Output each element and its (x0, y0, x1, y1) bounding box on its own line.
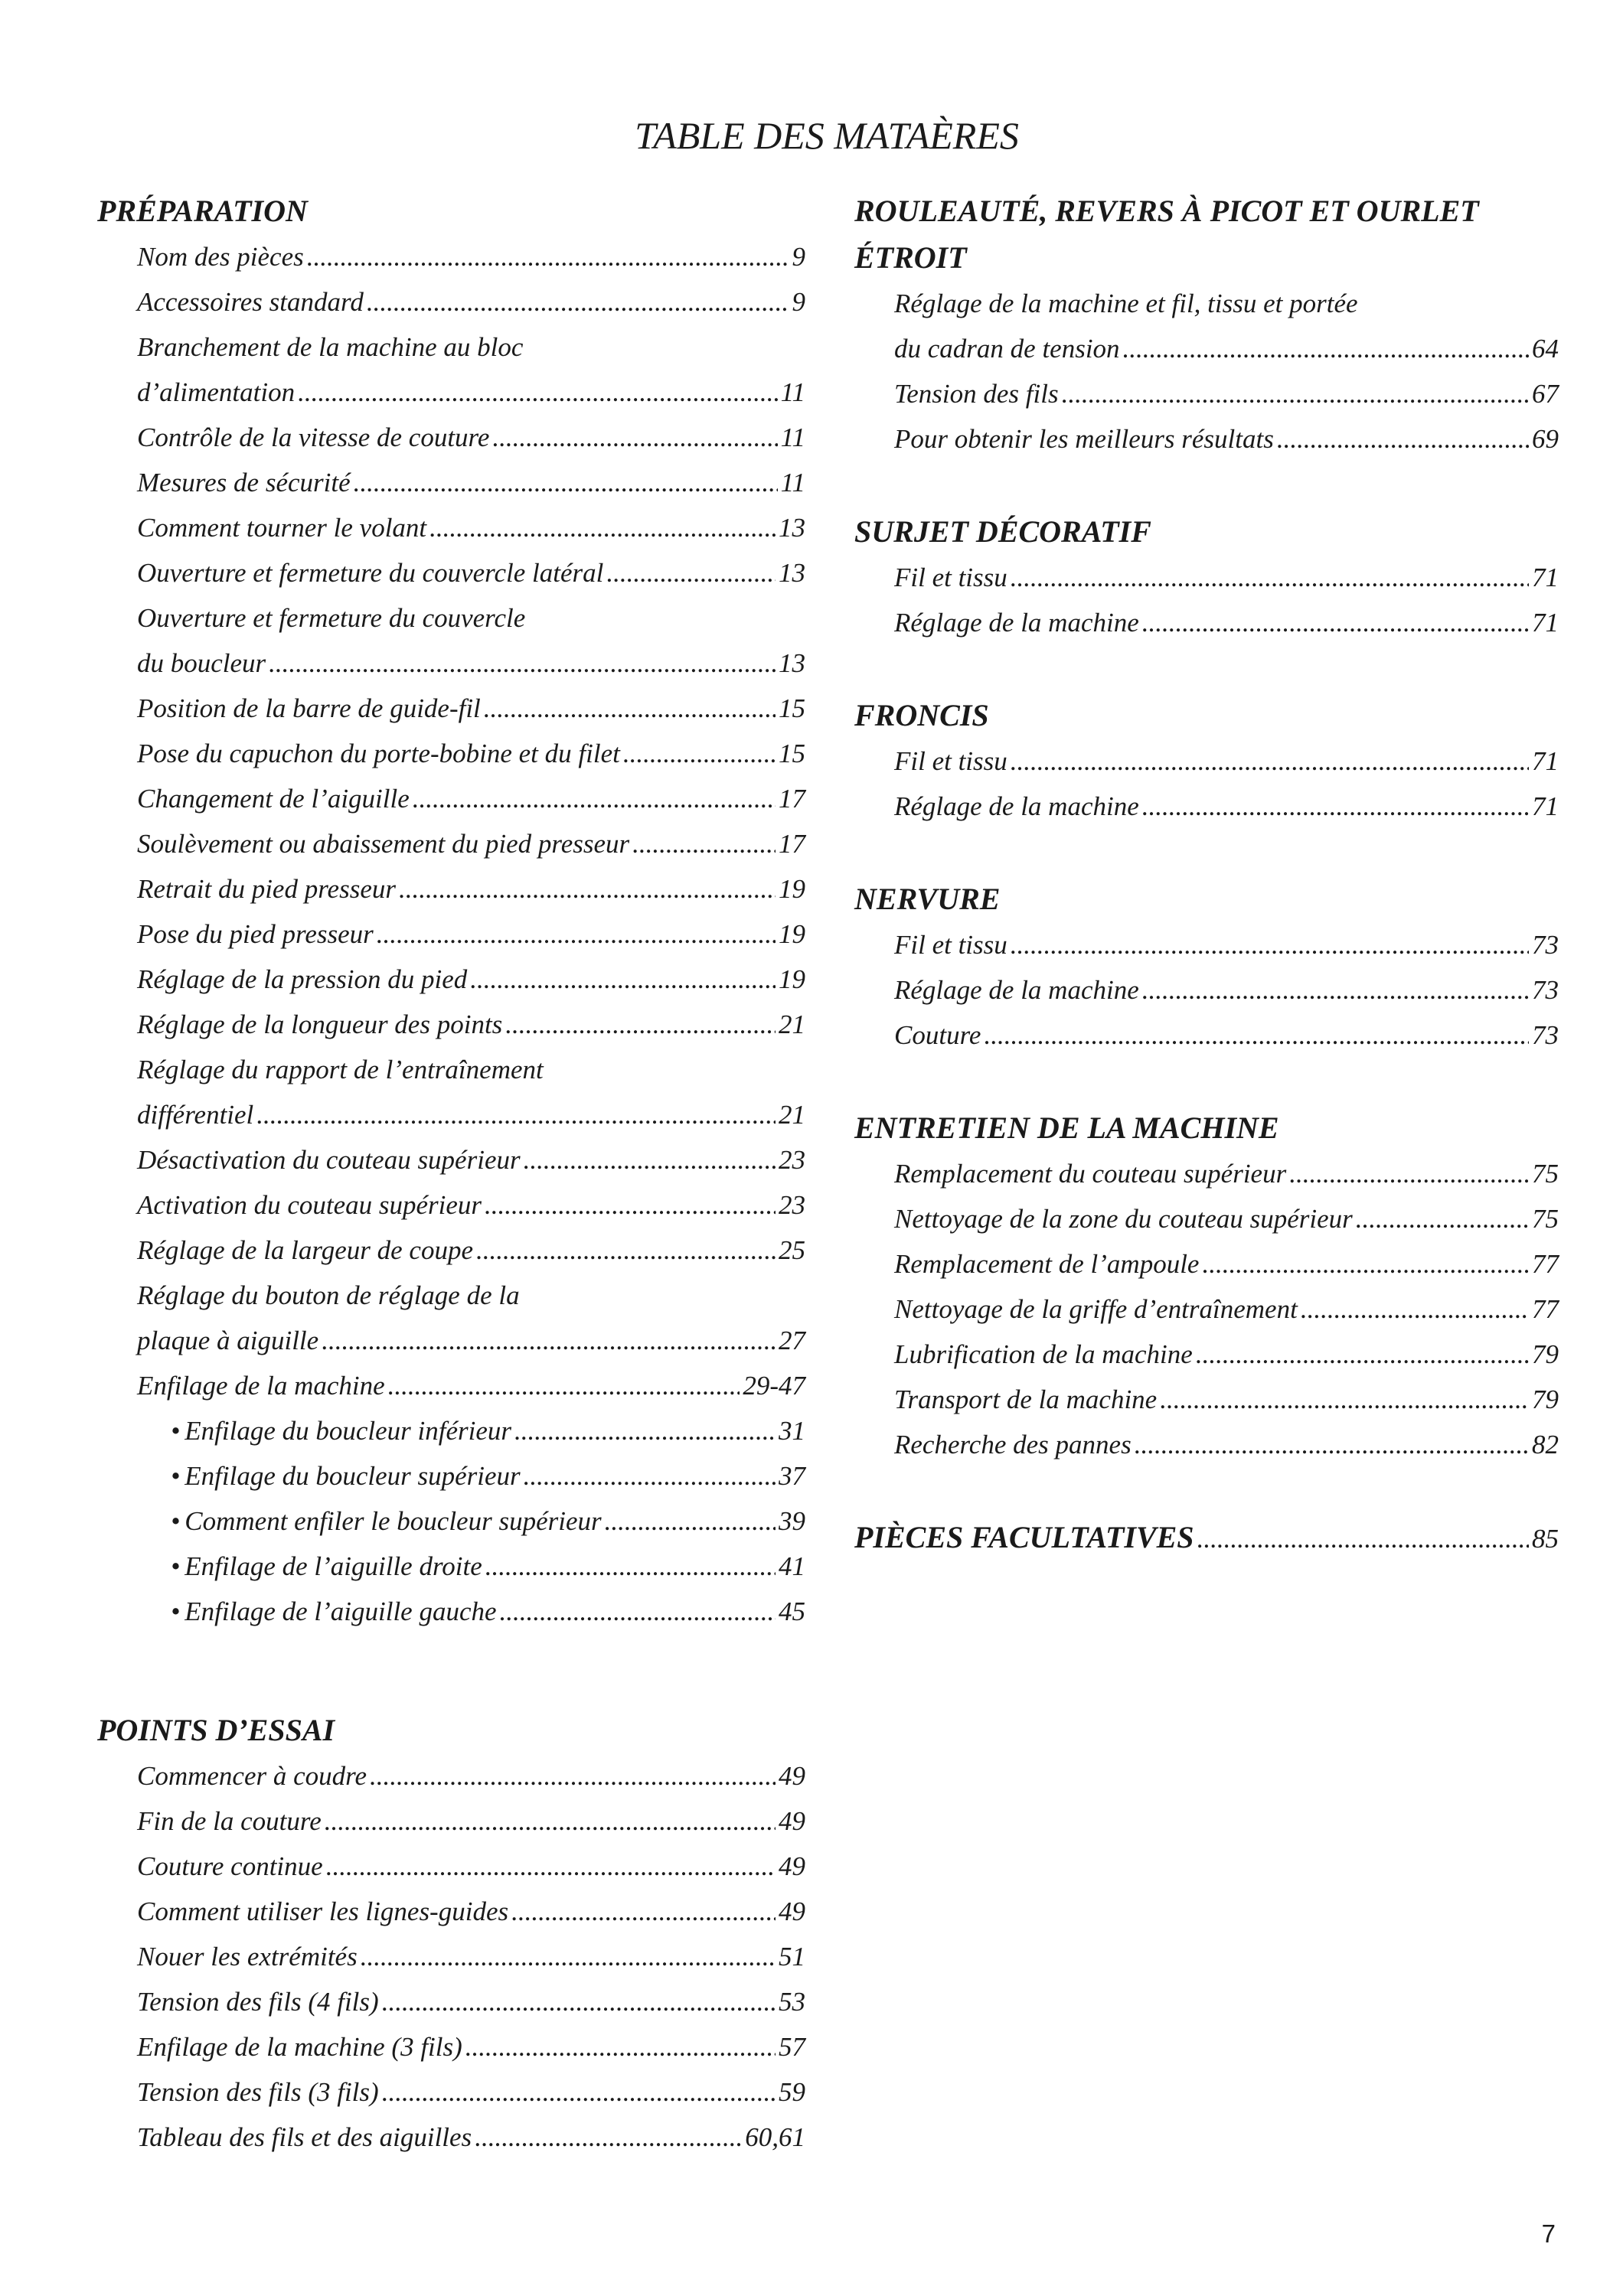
section-heading-line: ENTRETIEN DE LA MACHINE (854, 1110, 1279, 1145)
page-ref: 75 (1532, 1159, 1559, 1189)
dot-leader (632, 821, 776, 866)
section-heading (854, 876, 1559, 922)
entry-label: Fil et tissu (894, 930, 1007, 960)
entry-label: Fil et tissu (894, 563, 1007, 592)
dot-leader (524, 1453, 776, 1499)
page-ref: 49 (779, 1851, 805, 1881)
entry-label: Réglage de la machine (894, 791, 1139, 821)
entry-label: Nouer les extrémités (137, 1942, 358, 1971)
dot-leader (485, 1544, 776, 1589)
entry-label: Remplacement du couteau supérieur (894, 1159, 1287, 1189)
page-ref: 39 (779, 1506, 805, 1536)
section-heading-line: PRÉPARATION (97, 194, 308, 228)
entry-label-line: Ouverture et fermeture du couvercle (137, 603, 526, 633)
toc-subentry[interactable] (97, 1544, 805, 1589)
entry-label: Comment enfiler le boucleur supérieur (185, 1506, 602, 1536)
page-ref: 49 (779, 1761, 805, 1791)
toc-entry[interactable] (854, 1332, 1559, 1377)
dot-leader (505, 1002, 776, 1047)
toc-entry[interactable] (97, 1273, 805, 1363)
page-ref: 71 (1532, 791, 1559, 821)
right-column (854, 188, 1559, 1562)
dot-leader (326, 1844, 776, 1889)
dot-leader (1196, 1332, 1529, 1377)
entry-label-line: Réglage du bouton de réglage de la (137, 1280, 520, 1310)
section-heading (854, 508, 1559, 555)
entry-label: Tableau des fils et des aiguilles (137, 2122, 472, 2152)
page-ref: 17 (779, 784, 805, 814)
entry-label: Enfilage de l’aiguille droite (185, 1551, 482, 1581)
toc-entry[interactable] (854, 1241, 1559, 1287)
entry-label: Réglage de la machine (894, 975, 1139, 1005)
dot-leader (256, 1092, 776, 1137)
dot-leader (984, 1013, 1529, 1058)
dot-leader (475, 2115, 742, 2160)
entry-label: Enfilage du boucleur supérieur (185, 1461, 521, 1491)
dot-leader (1135, 1422, 1529, 1467)
toc-entry[interactable] (97, 1182, 805, 1228)
page-ref: 79 (1532, 1384, 1559, 1414)
toc-entry[interactable] (97, 1889, 805, 1934)
dot-leader (1289, 1151, 1529, 1196)
bullet-icon: • (171, 1596, 181, 1626)
entry-label: Enfilage de la machine (3 fils) (137, 2032, 462, 2062)
dot-leader (1202, 1241, 1529, 1287)
entry-label: Tension des fils (4 fils) (137, 1987, 379, 2017)
page-ref: 21 (779, 1100, 805, 1130)
page-ref: 45 (779, 1596, 805, 1626)
bullet-icon: • (171, 1461, 181, 1491)
entry-label-with-bullet (171, 1589, 497, 1634)
entry-label-line: Branchement de la machine au bloc (137, 332, 524, 362)
dot-leader (413, 776, 776, 821)
dot-leader (1011, 922, 1529, 967)
entry-label-with-bullet (171, 1453, 521, 1499)
toc-entry[interactable] (97, 1799, 805, 1844)
page-ref: 29-47 (743, 1371, 805, 1401)
entry-label: du boucleur (137, 648, 266, 678)
page-ref: 71 (1532, 746, 1559, 776)
section-heading (854, 188, 1559, 281)
dot-leader (1277, 416, 1529, 461)
dot-leader (1142, 784, 1529, 829)
toc-section (854, 692, 1559, 829)
dot-leader (1160, 1377, 1529, 1422)
dot-leader (524, 1137, 776, 1182)
toc-entry[interactable] (97, 1137, 805, 1182)
entry-label: différentiel (137, 1100, 254, 1130)
page-ref: 9 (792, 242, 805, 272)
toc-subentry[interactable] (97, 1499, 805, 1544)
toc-entry[interactable] (97, 1228, 805, 1273)
dot-leader (484, 686, 776, 731)
bullet-icon: • (171, 1506, 181, 1536)
entry-label: Nom des pièces (137, 242, 304, 272)
dot-leader (1123, 326, 1529, 371)
toc-entry[interactable] (97, 505, 805, 550)
page-ref: 71 (1532, 608, 1559, 638)
toc-entry[interactable] (97, 415, 805, 460)
entry-label: d’alimentation (137, 377, 296, 407)
toc-entry[interactable] (97, 731, 805, 776)
dot-leader (485, 1182, 776, 1228)
page-ref: 23 (779, 1145, 805, 1175)
toc-subentry[interactable] (97, 1453, 805, 1499)
page-ref: 75 (1532, 1204, 1559, 1234)
page-ref: 67 (1532, 379, 1559, 409)
entry-label-line: Réglage du rapport de l’entraînement (137, 1055, 544, 1084)
toc-entry[interactable] (854, 784, 1559, 829)
toc-entry[interactable] (854, 281, 1559, 371)
page-ref: 64 (1532, 334, 1559, 364)
page-ref: 59 (779, 2077, 805, 2107)
page-ref: 73 (1532, 1020, 1559, 1050)
entry-label: Accessoires standard (137, 287, 364, 317)
toc-section (854, 508, 1559, 645)
dot-leader (361, 1934, 776, 1979)
toc-subentry[interactable] (97, 1408, 805, 1453)
entry-label: plaque à aiguille (137, 1326, 319, 1355)
dot-leader (382, 1979, 776, 2024)
page-ref: 17 (779, 829, 805, 859)
entry-label: Réglage de la pression du pied (137, 964, 468, 994)
entry-label: Comment utiliser les lignes-guides (137, 1896, 509, 1926)
page-ref: 49 (779, 1896, 805, 1926)
page-ref: 11 (780, 377, 805, 407)
section-heading (854, 692, 1559, 739)
dot-leader (1011, 739, 1529, 784)
entry-label: Enfilage du boucleur inférieur (185, 1416, 511, 1446)
entry-label: Pour obtenir les meilleurs résultats (894, 424, 1274, 454)
page-ref: 85 (1532, 1524, 1559, 1554)
entry-label: Enfilage de la machine (137, 1371, 385, 1401)
page-ref: 21 (779, 1009, 805, 1039)
heading-label: PIÈCES FACULTATIVES (854, 1520, 1194, 1554)
entry-label: Fil et tissu (894, 746, 1007, 776)
entry-label: Tension des fils (894, 379, 1059, 409)
page-ref: 77 (1532, 1249, 1559, 1279)
page-ref: 73 (1532, 975, 1559, 1005)
entry-label: Lubrification de la machine (894, 1339, 1193, 1369)
toc-section (97, 1707, 805, 2160)
toc-entry[interactable] (97, 1002, 805, 1047)
page-ref: 77 (1532, 1294, 1559, 1324)
toc-subentry[interactable] (97, 1589, 805, 1634)
dot-leader (367, 279, 789, 325)
dot-leader (1011, 555, 1529, 600)
page-ref: 9 (792, 287, 805, 317)
entry-label-with-bullet (171, 1408, 511, 1453)
page-ref: 37 (779, 1461, 805, 1491)
page-ref: 13 (779, 648, 805, 678)
section-heading-line: NERVURE (854, 882, 1001, 916)
entry-label: Transport de la machine (894, 1384, 1158, 1414)
page-title: TABLE DES MATAÈRES (635, 114, 1019, 157)
dot-leader (370, 1753, 776, 1799)
page-ref: 79 (1532, 1339, 1559, 1369)
toc-entry[interactable] (854, 416, 1559, 461)
page-ref: 51 (779, 1942, 805, 1971)
entry-label: Retrait du pied presseur (137, 874, 396, 904)
dot-leader (322, 1318, 776, 1363)
toc-entry[interactable] (97, 595, 805, 686)
entry-label: Activation du couteau supérieur (137, 1190, 482, 1220)
toc-entry[interactable] (854, 1287, 1559, 1332)
dot-leader (623, 731, 776, 776)
toc-entry[interactable] (97, 279, 805, 325)
entry-label: Soulèvement ou abaissement du pied presseur (137, 829, 630, 859)
entry-label: Remplacement de l’ampoule (894, 1249, 1200, 1279)
entry-label: Désactivation du couteau supérieur (137, 1145, 521, 1175)
dot-leader (1142, 967, 1529, 1013)
toc-entry[interactable] (854, 555, 1559, 600)
toc-entry[interactable] (854, 967, 1559, 1013)
toc-entry[interactable] (854, 1422, 1559, 1467)
entry-label: Couture (894, 1020, 981, 1050)
dot-leader (470, 957, 776, 1002)
toc-entry[interactable] (97, 1047, 805, 1137)
page-ref: 27 (779, 1326, 805, 1355)
page-ref: 13 (779, 513, 805, 543)
toc-entry[interactable] (97, 1934, 805, 1979)
entry-label: Pose du capuchon du porte-bobine et du filet (137, 739, 620, 768)
toc-entry[interactable] (854, 600, 1559, 645)
toc-section (97, 188, 805, 1634)
dot-leader (269, 641, 776, 686)
dot-leader (605, 1499, 776, 1544)
toc-entry[interactable] (97, 234, 805, 279)
dot-leader (492, 415, 777, 460)
dot-leader (307, 234, 789, 279)
toc-entry[interactable] (97, 2115, 805, 2160)
section-heading-line: ROULEAUTÉ, REVERS À PICOT ET OURLET (854, 194, 1479, 228)
toc-section (854, 1104, 1559, 1467)
section-heading (854, 1104, 1559, 1151)
entry-label: Mesures de sécurité (137, 468, 351, 497)
entry-label: Comment tourner le volant (137, 513, 427, 543)
page-ref: 15 (779, 693, 805, 723)
page-ref: 25 (779, 1235, 805, 1265)
page-ref: 69 (1532, 424, 1559, 454)
page-ref: 82 (1532, 1430, 1559, 1459)
entry-label: Recherche des pannes (894, 1430, 1132, 1459)
entry-label: du cadran de tension (894, 334, 1120, 364)
dot-leader (465, 2024, 776, 2069)
entry-label: Ouverture et fermeture du couvercle latéral (137, 558, 604, 588)
toc-entry[interactable] (97, 776, 805, 821)
toc-entry[interactable] (97, 866, 805, 912)
page-ref: 13 (779, 558, 805, 588)
section-heading (97, 188, 805, 234)
dot-leader (1356, 1196, 1529, 1241)
entry-label: Position de la barre de guide-fil (137, 693, 481, 723)
toc-section (854, 188, 1559, 461)
entry-label: Tension des fils (3 fils) (137, 2077, 379, 2107)
page-ref: 31 (779, 1416, 805, 1446)
toc-entry[interactable] (97, 912, 805, 957)
entry-label: Réglage de la machine (894, 608, 1139, 638)
dot-leader (298, 370, 778, 415)
toc-entry[interactable] (97, 1844, 805, 1889)
toc-section (854, 876, 1559, 1058)
page-ref: 49 (779, 1806, 805, 1836)
dot-leader (377, 912, 776, 957)
page-ref: 60,61 (745, 2122, 805, 2152)
page-ref: 19 (779, 874, 805, 904)
dot-leader (1197, 1515, 1529, 1562)
entry-label: Nettoyage de la griffe d’entraînement (894, 1294, 1298, 1324)
toc-entry[interactable] (97, 1753, 805, 1799)
toc-entry[interactable] (854, 1377, 1559, 1422)
page-ref: 19 (779, 919, 805, 949)
toc-entry[interactable] (97, 1979, 805, 2024)
toc-entry[interactable] (854, 1013, 1559, 1058)
bullet-icon: • (171, 1416, 181, 1446)
dot-leader (1062, 371, 1529, 416)
page-ref: 19 (779, 964, 805, 994)
entry-label: Commencer à coudre (137, 1761, 367, 1791)
page-ref: 53 (779, 1987, 805, 2017)
page-ref: 23 (779, 1190, 805, 1220)
toc-entry[interactable] (97, 2024, 805, 2069)
entry-label: Nettoyage de la zone du couteau supérieur (894, 1204, 1353, 1234)
page-number: 7 (1541, 2219, 1556, 2248)
section-heading-line: FRONCIS (854, 698, 989, 732)
section-heading-line: POINTS D’ESSAI (97, 1713, 335, 1747)
page-ref: 15 (779, 739, 805, 768)
dot-leader (354, 460, 778, 505)
dot-leader (606, 550, 776, 595)
dot-leader (1142, 600, 1529, 645)
toc-entry[interactable] (854, 739, 1559, 784)
page-ref: 71 (1532, 563, 1559, 592)
page-ref: 41 (779, 1551, 805, 1581)
bullet-icon: • (171, 1551, 181, 1581)
entry-label: Contrôle de la vitesse de couture (137, 422, 490, 452)
section-heading-line: SURJET DÉCORATIF (854, 514, 1151, 549)
toc-heading-entry[interactable] (854, 1514, 1559, 1562)
dot-leader (500, 1589, 776, 1634)
toc-entry[interactable] (854, 922, 1559, 967)
dot-leader (429, 505, 776, 550)
entry-label: Changement de l’aiguille (137, 784, 410, 814)
toc-entry[interactable] (854, 371, 1559, 416)
dot-leader (382, 2069, 776, 2115)
toc-entry[interactable] (854, 1196, 1559, 1241)
entry-label-with-bullet (171, 1544, 482, 1589)
toc-entry[interactable] (97, 2069, 805, 2115)
entry-label: Enfilage de l’aiguille gauche (185, 1596, 497, 1626)
dot-leader (399, 866, 776, 912)
section-heading-line: ÉTROIT (854, 240, 967, 275)
entry-label-with-bullet (171, 1499, 602, 1544)
entry-label: Réglage de la longueur des points (137, 1009, 503, 1039)
toc-entry[interactable] (97, 460, 805, 505)
entry-label: Pose du pied presseur (137, 919, 374, 949)
toc-entry[interactable] (97, 325, 805, 415)
entry-label: Couture continue (137, 1851, 323, 1881)
entry-label-line: Réglage de la machine et fil, tissu et portée (894, 289, 1358, 318)
page-ref: 11 (780, 422, 805, 452)
dot-leader (514, 1408, 776, 1453)
entry-label: Réglage de la largeur de coupe (137, 1235, 473, 1265)
toc-entry[interactable] (97, 1363, 805, 1408)
page-ref: 57 (779, 2032, 805, 2062)
entry-label: Fin de la couture (137, 1806, 322, 1836)
toc-entry[interactable] (97, 821, 805, 866)
toc-entry[interactable] (854, 1151, 1559, 1196)
dot-leader (476, 1228, 776, 1273)
dot-leader (388, 1363, 740, 1408)
dot-leader (511, 1889, 776, 1934)
dot-leader (325, 1799, 776, 1844)
toc-entry[interactable] (97, 550, 805, 595)
dot-leader (1301, 1287, 1529, 1332)
section-heading (97, 1707, 805, 1753)
page-ref: 73 (1532, 930, 1559, 960)
toc-entry[interactable] (97, 957, 805, 1002)
toc-entry[interactable] (97, 686, 805, 731)
page-ref: 11 (780, 468, 805, 497)
left-column (97, 188, 805, 2206)
